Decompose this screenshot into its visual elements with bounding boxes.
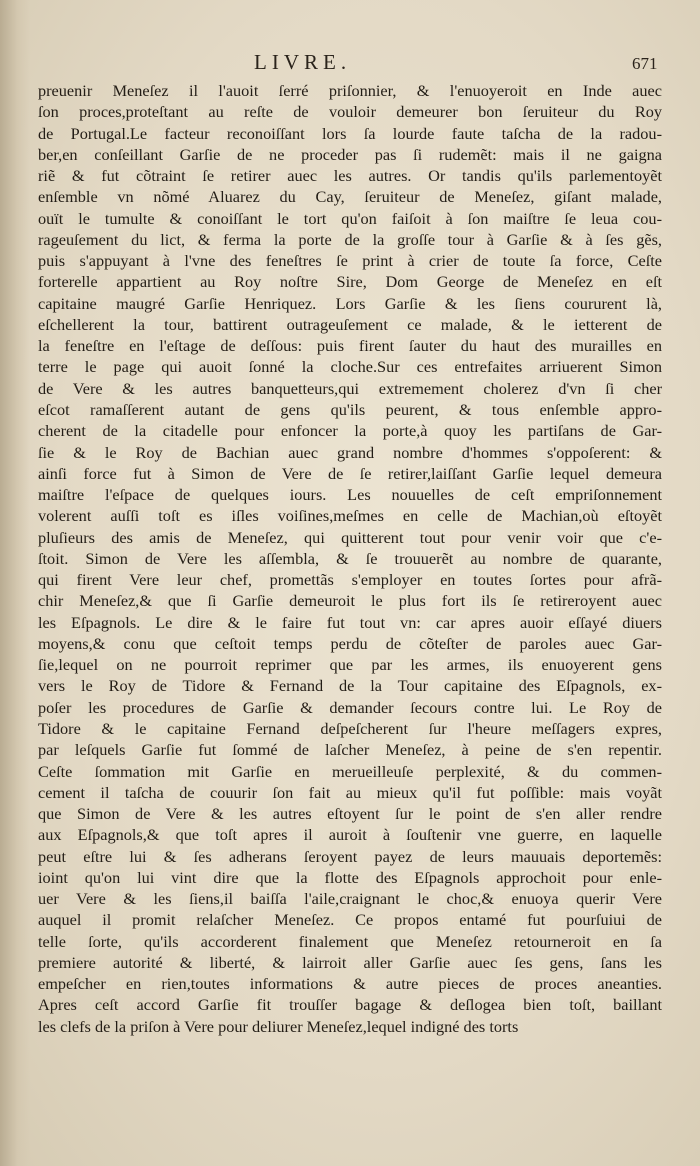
body-text	[38, 80, 662, 1037]
text-line: preuenir Meneſez il l'auoit ſerré priſonnier, & l'enuoyeroit en Inde auec	[38, 81, 662, 100]
text-line: ainſi force fut à Simon de Vere de ſe retirer,laiſſant Garſie lequel demeura	[38, 463, 662, 483]
text-line: uer Vere & les ſiens,il baiſſa l'aile,craignant le choc,& enuoya querir Vere	[38, 889, 662, 909]
text-line: rageuſement du lict, & ferma la porte de la groſſe tour à Garſie & à ſes gẽs,	[38, 229, 662, 249]
text-line: capitaine maugré Garſie Henriquez. Lors Garſie & les ſiens coururent là,	[38, 293, 662, 313]
text-line: eſchellerent la tour, battirent outrageuſement ce malade, & le ietterent de	[38, 314, 662, 334]
text-line: telle ſorte, qu'ils accorderent finalement que Meneſez retourneroit en ſa	[38, 931, 662, 951]
text-line: ber,en conſeillant Garſie de ne proceder pas ſi rudemẽt: mais il ne gaigna	[38, 144, 662, 164]
text-line: empeſcher en rien,toutes informations & autre pieces de proces aneanties.	[38, 974, 662, 994]
text-line: forterelle appartient au Roy noſtre Sire, Dom George de Meneſez en eſt	[38, 272, 662, 292]
text-line: auquel il promit relaſcher Meneſez. Ce propos entamé fut pourſuiui de	[38, 910, 662, 930]
text-line: aux Eſpagnols,& que toſt apres il auroit à ſouſtenir vne guerre, en laquelle	[38, 825, 662, 845]
text-line: chir Meneſez,& que ſi Garſie demeuroit le plus fort ils ſe retireroyent auec	[38, 591, 662, 611]
text-line: ouït le tumulte & conoiſſant le tort qu'on faiſoit à ſon maiſtre ſe leua cou-	[38, 208, 662, 228]
text-line: cherent de la citadelle pour enfoncer la porte,à quoy les partiſans de Gar-	[38, 421, 662, 441]
text-line: qui firent Vere leur chef, promettãs s'employer en toutes ſortes pour afrã-	[38, 570, 662, 590]
text-line: la feneſtre en l'eſtage de deſſous: puis firent ſauter du haut des murailles en	[38, 336, 662, 356]
text-line: enſemble vn nõmé Aluarez du Cay, ſeruiteur de Meneſez, giſant malade,	[38, 187, 662, 207]
text-line: riẽ & fut cõtraint ſe retirer auec les autres. Or tandis qu'ils parlementoyẽt	[38, 166, 662, 186]
running-head	[0, 48, 700, 78]
text-line: maiſtre l'eſpace de quelques iours. Les nouuelles de ceſt empriſonnement	[38, 485, 662, 505]
running-head-title: LIVRE.	[254, 50, 352, 74]
text-line: poſer les procedures de Garſie & demander ſecours contre lui. Le Roy de	[38, 697, 662, 717]
text-line: puis s'appuyant à l'vne des feneſtres ſe print à crier de toute ſa force, Ceſte	[38, 251, 662, 271]
text-line: ſon proces,proteſtant au reſte de vouloir demeurer bon ſeruiteur du Roy	[38, 102, 662, 122]
text-line: par leſquels Garſie fut ſommé de laſcher Meneſez, à peine de s'en repentir.	[38, 740, 662, 760]
text-line: peut eſtre lui & ſes adherans ſeroyent payez de leurs mauuais deportemẽs:	[38, 846, 662, 866]
text-line: terre le page qui auoit ſonné la cloche.Sur ces entrefaites arriuerent Simon	[38, 357, 662, 377]
text-line: ioint qu'on lui vint dire que la flotte des Eſpagnols approchoit pour enle-	[38, 867, 662, 887]
text-line: vers le Roy de Tidore & Fernand de la Tour capitaine des Eſpagnols, ex-	[38, 676, 662, 696]
text-line: moyens,& conu que ceſtoit temps perdu de cõteſter de paroles auec Gar-	[38, 633, 662, 653]
text-line: de Portugal.Le facteur reconoiſſant lors ſa lourde faute taſcha de la radou-	[38, 123, 662, 143]
text-line: les clefs de la priſon à Vere pour deliurer Meneſez,lequel indigné des torts	[38, 1016, 519, 1036]
text-line: premiere autorité & liberté, & lairroit aller Garſie auec ſes gens, ſans les	[38, 952, 662, 972]
text-line: Ceſte ſommation mit Garſie en merueilleuſe perplexité, & du commen-	[38, 761, 662, 781]
text-line: que Simon de Vere & les autres eſtoyent ſur le point de s'en aller rendre	[38, 804, 662, 824]
text-line: de Vere & les autres banquetteurs,qui extremement cholerez d'vn ſi cher	[38, 378, 662, 398]
text-line: pluſieurs des amis de Meneſez, qui quitterent tout pour venir voir que c'e-	[38, 527, 662, 547]
text-line: Apres ceſt accord Garſie fit trouſſer bagage & deſlogea bien toſt, baillant	[38, 995, 662, 1015]
text-line: ſtoit. Simon de Vere les aſſembla, & ſe trouuerẽt au nombre de quarante,	[38, 548, 662, 568]
text-line: ſie & le Roy de Bachian auec grand nombre d'hommes s'oppoſerent: &	[38, 442, 662, 462]
text-line: ſie,lequel on ne pourroit reprimer que par les armes, ils enuoyerent gens	[38, 655, 662, 675]
text-line: Tidore & le capitaine Fernand deſpeſcherent ſur l'heure meſſagers expres,	[38, 718, 662, 738]
page-number: 671	[632, 54, 658, 73]
text-line: volerent auſſi toſt es iſles voiſines,meſmes en celle de Machian,où eſtoyẽt	[38, 506, 662, 526]
text-line: eſcot ramaſſerent autant de gens qu'ils peurent, & tous enſemble appro-	[38, 399, 662, 419]
text-line: cement il taſcha de couurir ſon fait au mieux qu'il fut poſſible: mais voyãt	[38, 782, 662, 802]
text-line: les Eſpagnols. Le dire & le faire fut tout vn: car apres auoir eſſayé diuers	[38, 612, 662, 632]
